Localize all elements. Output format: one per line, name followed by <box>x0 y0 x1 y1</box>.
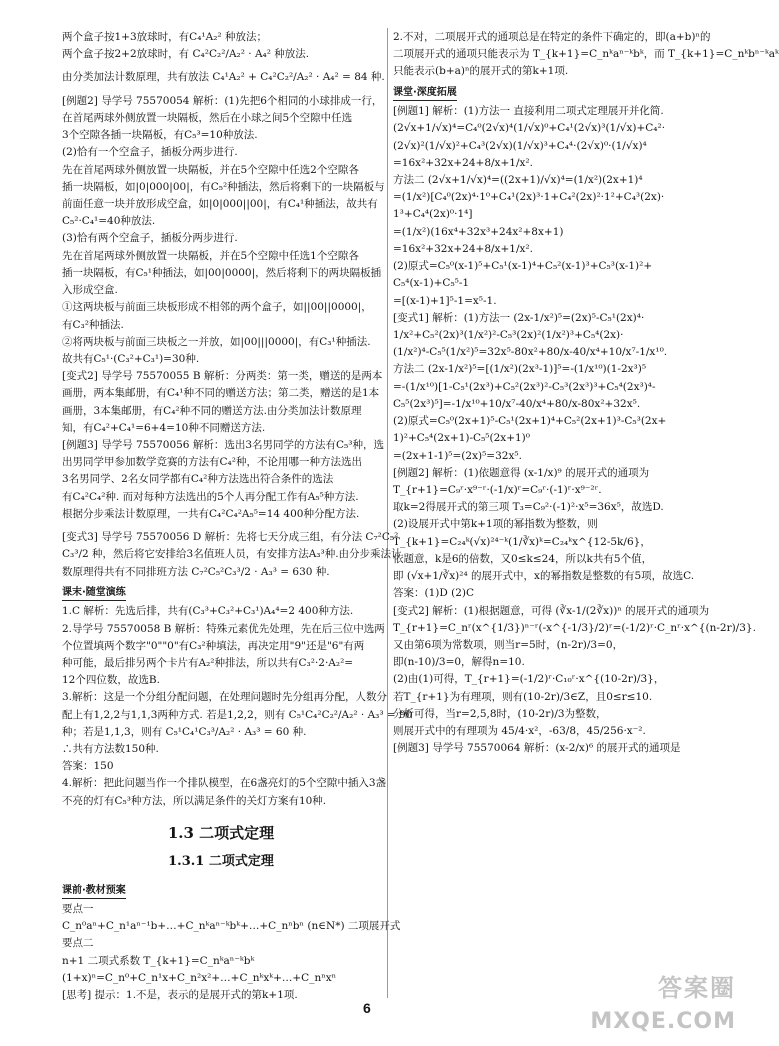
text-line: 3个空隙各插一块隔板，有C₅³=10种放法. <box>62 129 258 142</box>
section-label: 课堂·深度拓展 <box>393 86 457 102</box>
text-line: (2)原式=C₅⁰(x-1)⁵+C₅¹(x-1)⁴+C₅²(x-1)³+C₅³(x-1)²+ <box>393 260 653 273</box>
text-line: [变式2] 解析：(1)根据题意，可得 (∛x-1/(2∛x))ⁿ 的展开式的通项为 <box>393 604 710 617</box>
text-line: 2.导学号 75570058 B 解析：特殊元素优先处理，先在后三位中选两 <box>62 622 385 635</box>
text-line: [例题3] 导学号 75570056 解析：选出3名男同学的方法有C₅³种，选 <box>62 439 384 452</box>
text-line: [变式1] 解析：(1)方法一 (2x-1/x²)⁵=(2x)⁵-C₅¹(2x)⁴· <box>393 311 645 324</box>
text-line: 不亮的灯有C₅³种方法，所以满足条件的关灯方案有10种. <box>62 794 327 807</box>
text-line: 插一块隔板，有C₅¹种插法，如|00|0000|，然后将剩下的两块隔板插 <box>62 266 382 279</box>
text-line: (2)原式=C₅⁰(2x+1)⁵-C₅¹(2x+1)⁴+C₅²(2x+1)³-C₅³(2x+ <box>393 415 667 428</box>
text-line: 只能表示(b+a)ⁿ的展开式的第k+1项. <box>393 65 569 78</box>
text-line: 取k=2得展开式的第三项 T₃=C₉²·(-1)²·x⁵=36x⁵，故选D. <box>393 501 664 514</box>
text-line: 2.不对，二项展开式的通项总是在特定的条件下确定的，即(a+b)ⁿ的 <box>393 31 711 43</box>
text-line: 1/x²+C₅²(2x)³(1/x²)²-C₅³(2x)²(1/x²)³+C₅⁴(2x)· <box>393 329 624 341</box>
section-label: 课前·教材预案 <box>62 884 126 900</box>
text-line: =-(1/x¹⁰)[1-C₅¹(2x³)+C₅²(2x³)²-C₅³(2x³)³+C₅⁴(2x³)⁴- <box>393 380 656 393</box>
text-line: 两个盒子按2+2放球时，有 C₄²C₂²/A₂² · A₄² 种放法. <box>62 48 310 61</box>
text-line: 种；若是1,1,3，则有 C₅¹C₄¹C₃³/A₂² · A₃³ = 60 种. <box>62 725 307 738</box>
text-line: [例题2] 导学号 75570054 解析：(1)先把6个相同的小球排成一行， <box>62 94 383 107</box>
text-line: 要点一 <box>62 903 94 915</box>
section-heading-wrap <box>393 82 715 105</box>
text-line: 若T_{r+1}为有理项，则有(10-2r)/3∈Z，且0≤r≤10. <box>393 690 653 703</box>
text-line: 个位置填两个数字"0""0"有C₃²种填法，再决定用"9"还是"6"有两 <box>62 639 365 652</box>
text-line: 插一块隔板，如|0|000|00|，有C₅²种插法，然后将剩下的一块隔板与 <box>62 180 385 193</box>
text-line: =16x²+32x+24+8/x+1/x². <box>393 242 533 255</box>
text-line: 先在首尾两球外侧放置一块隔板，并在5个空隙中任选1个空隙各 <box>62 249 359 262</box>
text-line: 1³+C₄⁴(2x)⁰·1⁴] <box>393 208 473 221</box>
text-line: [变式2] 导学号 75570055 B 解析：分两类：第一类，赠送的是两本 <box>62 370 383 383</box>
text-line: 有C₄²C₄²种. 而对每种方法选出的5个人再分配工作有A₅⁵种方法. <box>62 490 359 503</box>
watermark-line-1: 答案圈 <box>658 974 736 1003</box>
text-line: 二项展开式的通项只能表示为 T_{k+1}=C_nᵏaⁿ⁻ᵏbᵏ，而 T_{k+1}=C_nᵏbⁿ⁻ᵏaᵏ <box>393 48 779 61</box>
text-line: =16x²+32x+24+8/x+1/x². <box>393 156 533 169</box>
text-line: 12个四位数，故选B. <box>62 674 160 687</box>
text-line: 种可能，最后排另两个卡片有A₂²种排法，所以共有C₃²·2·A₂²= <box>62 656 354 669</box>
text-line: 要点二 <box>62 937 94 950</box>
text-line: C₅⁵(2x³)⁵]=-1/x¹⁰+10/x⁷-40/x⁴+80/x-80x²+32x⁵. <box>393 397 641 410</box>
text-line: ∴共有方法数150种. <box>62 743 159 756</box>
column-divider <box>387 28 388 998</box>
section-heading-wrap <box>62 880 380 903</box>
text-line: n+1 二项式系数 T_{k+1}=C_nᵏaⁿ⁻ᵏbᵏ <box>62 954 255 967</box>
page-number: 6 <box>363 1000 371 1016</box>
text-line: (2√x)²(1/√x)²+C₄³(2√x)(1/√x)³+C₄⁴·(2√x)⁰·(1/√x)⁴ <box>393 139 647 152</box>
text-line: 根据分步乘法计数原理，一共有C₄²C₄²A₅⁵=14 400种分配方法. <box>62 507 360 520</box>
text-line: 则展开式中的有理项为 45/4·x²，-63/8，45/256·x⁻². <box>393 725 646 738</box>
text-line: =(2x+1-1)⁵=(2x)⁵=32x⁵. <box>393 449 522 462</box>
text-line: 又由第6项为常数项，则当r=5时，(n-2r)/3=0， <box>393 638 624 651</box>
text-line: (3)恰有两个空盒子，插板分两步进行. <box>62 232 238 245</box>
text-line: (2√x+1/√x)⁴=C₄⁰(2√x)⁴(1/√x)⁰+C₄¹(2√x)³(1/√x)+C₄²· <box>393 122 666 135</box>
text-line: (2)设展开式中第k+1项的幂指数为整数，则 <box>393 518 598 531</box>
text-line: 3.解析：这是一个分组分配问题，在处理问题时先分组再分配，人数分 <box>62 691 388 704</box>
text-line: 即(n-10)/3=0，解得n=10. <box>393 656 525 669</box>
text-line: 前面任意一块并放形成空盒，如|0|000||00|，有C₄¹种插法，故共有 <box>62 197 378 210</box>
text-line: ①这两块板与前面三块板形成不相邻的两个盒子，如||00||0000|， <box>62 301 372 314</box>
text-line: [例题2] 解析：(1)依题意得 (x-1/x)⁹ 的展开式的通项为 <box>393 466 650 479</box>
text-line: =[(x-1)+1]⁵-1=x⁵-1. <box>393 294 497 307</box>
section-label: 课末·随堂演练 <box>62 586 126 602</box>
text-line: 出男同学甲参加数学竞赛的方法有C₄²种，不论用哪一种方法选出 <box>62 456 362 469</box>
text-line: C₃³/2 种，然后将它安排给3名值班人员，有安排方法A₃³种.由分步乘法计 <box>62 548 402 561</box>
text-line: 方法二 (2√x+1/√x)⁴=((2x+1)/√x)⁴=(1/x²)(2x+1)⁴ <box>393 174 643 187</box>
section-title: 1.3 二项式定理 <box>167 823 275 842</box>
text-line: 答案：(1)D (2)C <box>393 587 475 600</box>
text-line: =(1/x²)(16x⁴+32x³+24x²+8x+1) <box>393 225 564 238</box>
text-line: 数原理得共有不同排班方法 C₇²C₅²C₃³/2 · A₃³ = 630 种. <box>62 565 330 578</box>
section-heading-wrap <box>62 582 380 605</box>
watermark-line-2: MXQE.COM <box>590 1009 736 1035</box>
text-line: [变式3] 导学号 75570056 D 解析：先将七天分成三组，有分法 C₇²C₅² <box>62 531 399 544</box>
right-column <box>393 30 779 758</box>
text-line: T_{r+1}=C_nʳ(x^{1/3})ⁿ⁻ʳ(-x^{-1/3}/2)ʳ=(-1/2)ʳ·C_nʳ·x^{(n-2r)/3}. <box>393 621 756 634</box>
text-line: (2)由(1)可得，T_{r+1}=(-1/2)ʳ·C₁₀ʳ·x^{(10-2r)/3}， <box>393 673 665 686</box>
text-line: 1)²+C₅⁴(2x+1)-C₅⁵(2x+1)⁰ <box>393 432 530 445</box>
text-line: 有C₃²种插法. <box>62 318 124 331</box>
text-line: 分析可得，当r=2,5,8时，(10-2r)/3为整数， <box>393 707 607 720</box>
text-line: (1+x)ⁿ=C_n⁰+C_n¹x+C_n²x²+…+C_nᵏxᵏ+…+C_nⁿxⁿ <box>62 971 337 984</box>
site-watermark <box>590 971 736 1038</box>
text-line: 画册，两本集邮册，有C₄¹种不同的赠送方法；第二类，赠送的是1本 <box>62 387 380 400</box>
text-line: T_{r+1}=C₉ʳ·x⁹⁻ʳ·(-1/x)ʳ=C₉ʳ·(-1)ʳ·x⁹⁻²ʳ. <box>393 483 602 496</box>
text-line: (2)恰有一个空盒子，插板分两步进行. <box>62 146 238 159</box>
text-line: 在首尾两球外侧放置一块隔板，然后在小球之间5个空隙中任选 <box>62 111 353 124</box>
text-line: 3名男同学、2名女同学都有C₄²种方法选出符合条件的选法 <box>62 473 334 486</box>
text-line: 故共有C₅¹·(C₃²+C₃¹)=30种. <box>62 352 200 365</box>
text-line: 先在首尾两球外侧放置一块隔板，并在5个空隙中任选2个空隙各 <box>62 163 359 176</box>
subsection-title: 1.3.1 二项式定理 <box>168 853 274 869</box>
text-line: 1.C 解析：先选后排，共有(C₃³+C₃²+C₃¹)A₄⁴=2 400种方法. <box>62 605 354 618</box>
text-line: 由分类加法计数原理，共有放法 C₄¹A₂² + C₄²C₂²/A₂² · A₄² = 84 种. <box>62 71 385 84</box>
text-line: 知，有C₄²+C₄¹=6+4=10种不同赠送方法. <box>62 421 266 434</box>
text-line: 即 (√x+1/∛x)²⁴ 的展开式中，x的幂指数是整数的有5项，故选C. <box>393 570 695 583</box>
text-line: 依题意，k是6的倍数，又0≤k≤24，所以k共有5个值， <box>393 552 653 565</box>
text-line: [例题1] 解析：(1)方法一 直接利用二项式定理展开并化简. <box>393 105 664 118</box>
text-line: 入形成空盒. <box>62 284 118 297</box>
text-line: C₅⁴(x-1)+C₅⁵-1 <box>393 277 470 290</box>
text-line: 画册，3本集邮册，有C₄²种不同的赠送方法.由分类加法计数原理 <box>62 404 362 417</box>
text-line: ②将两块板与前面三块板之一并放，如|00|||0000|，有C₃¹种插法. <box>62 335 371 348</box>
text-line: 4.解析：把此问题当作一个排队模型，在6盏亮灯的5个空隙中插入3盏 <box>62 777 387 790</box>
left-column <box>62 30 413 1005</box>
text-line: [思考] 提示：1.不是，表示的是展开式的第k+1项. <box>62 989 298 1002</box>
text-line: 答案：150 <box>62 760 114 773</box>
text-line: 方法二 (2x-1/x²)⁵=[(1/x²)(2x³-1)]⁵=-(1/x¹⁰)(1-2x³)⁵ <box>393 363 647 376</box>
text-line: T_{k+1}=C₂₄ᵏ(√x)²⁴⁻ᵏ(1/∛x)ᵏ=C₂₄ᵏx^{12-5k/6}， <box>393 535 651 548</box>
text-line: (1/x²)⁴-C₅⁵(1/x²)⁵=32x⁵-80x²+80/x-40/x⁴+10/x⁷-1/x¹⁰. <box>393 346 668 359</box>
text-line: 配上有1,2,2与1,1,3两种方式. 若是1,2,2，则有 C₅¹C₄²C₂²/A₂² · A₃³ = 90 <box>62 708 413 721</box>
text-line: 两个盒子按1+3放球时，有C₄¹A₂² 种放法； <box>62 31 267 43</box>
text-line: C_n⁰aⁿ+C_n¹aⁿ⁻¹b+…+C_nᵏaⁿ⁻ᵏbᵏ+…+C_nⁿbⁿ (n∈N*) 二项展开式 <box>62 920 401 933</box>
text-line: =(1/x²)[C₄⁰(2x)⁴·1⁰+C₄¹(2x)³·1+C₄²(2x)²·1²+C₄³(2x)· <box>393 191 665 204</box>
text-line: [例题3] 导学号 75570064 解析：(x-2/x)⁶ 的展开式的通项是 <box>393 742 681 755</box>
text-line: C₅²·C₄¹=40种放法. <box>62 215 156 228</box>
